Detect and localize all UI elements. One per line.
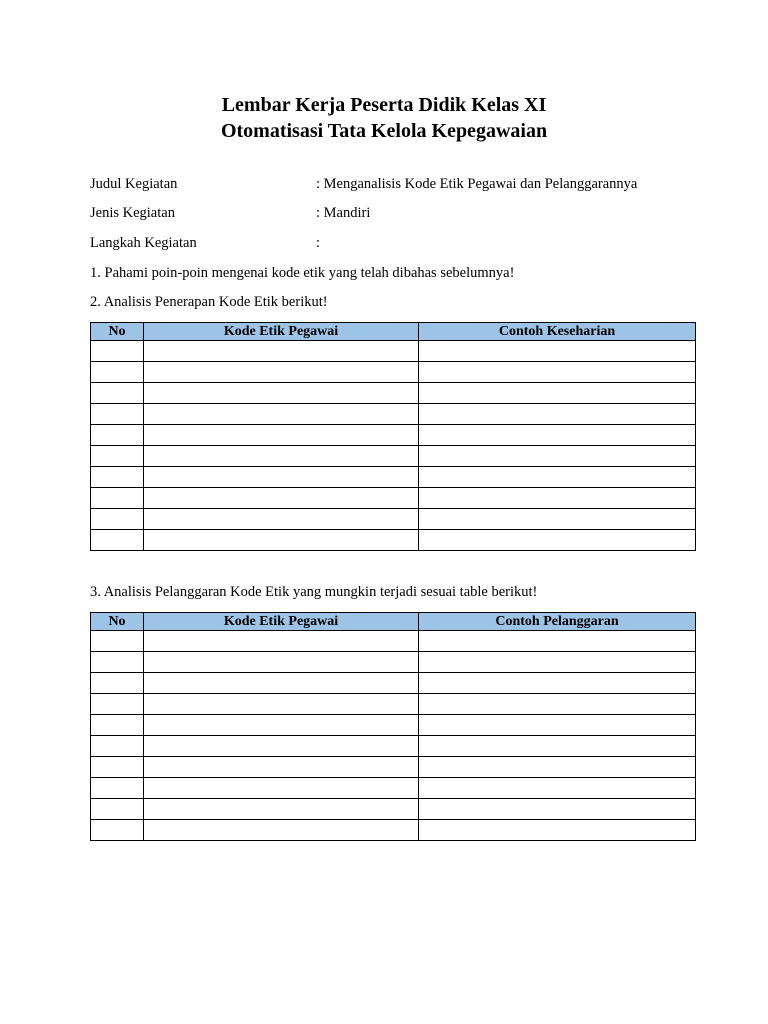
cell-no [91,694,144,715]
header-contoh-keseharian: Contoh Keseharian [419,323,696,341]
document-title-line2: Otomatisasi Tata Kelola Kepegawaian [220,120,548,142]
cell-contoh [419,467,696,488]
header-kode-etik: Kode Etik Pegawai [144,613,419,631]
header-kode-etik: Kode Etik Pegawai [144,323,419,341]
cell-kode-etik [144,341,419,362]
table-row [91,467,696,488]
table-row [91,425,696,446]
cell-kode-etik [144,362,419,383]
cell-contoh [419,341,696,362]
table-row [91,530,696,551]
table-row [91,715,696,736]
table-row [91,778,696,799]
cell-kode-etik [144,404,419,425]
cell-contoh [419,362,696,383]
cell-contoh [419,425,696,446]
table-body-2 [91,631,696,841]
table-row [91,362,696,383]
step-2-text: 2. Analisis Penerapan Kode Etik berikut! [90,294,328,310]
cell-no [91,404,144,425]
table-row [91,736,696,757]
cell-kode-etik [144,757,419,778]
cell-contoh [419,509,696,530]
cell-kode-etik [144,799,419,820]
cell-kode-etik [144,820,419,841]
field-label: Langkah Kegiatan [90,235,197,251]
table-row [91,341,696,362]
cell-contoh [419,652,696,673]
cell-contoh [419,530,696,551]
cell-no [91,778,144,799]
cell-kode-etik [144,652,419,673]
cell-no [91,799,144,820]
table-row [91,694,696,715]
cell-kode-etik [144,488,419,509]
document-title-line1: Lembar Kerja Peserta Didik Kelas XI [221,94,547,116]
cell-no [91,631,144,652]
cell-contoh [419,631,696,652]
cell-contoh [419,778,696,799]
field-value: : [316,235,321,251]
table-header-row [91,613,696,631]
header-no: No [91,323,144,341]
cell-kode-etik [144,736,419,757]
field-label: Judul Kegiatan [90,176,178,192]
cell-kode-etik [144,425,419,446]
table-row [91,509,696,530]
table-row [91,820,696,841]
cell-kode-etik [144,383,419,404]
cell-kode-etik [144,715,419,736]
cell-no [91,488,144,509]
header-no: No [91,613,144,631]
table-body-1 [91,341,696,551]
cell-no [91,467,144,488]
table-row [91,446,696,467]
cell-contoh [419,694,696,715]
table-row [91,383,696,404]
cell-no [91,757,144,778]
header-contoh-pelanggaran: Contoh Pelanggaran [419,613,696,631]
cell-kode-etik [144,673,419,694]
cell-kode-etik [144,694,419,715]
table-row [91,404,696,425]
field-value: : Menganalisis Kode Etik Pegawai dan Pelanggarannya [316,176,638,192]
cell-contoh [419,715,696,736]
cell-kode-etik [144,631,419,652]
cell-contoh [419,404,696,425]
cell-kode-etik [144,509,419,530]
cell-no [91,446,144,467]
cell-no [91,341,144,362]
table-penerapan-kode-etik [90,322,696,551]
cell-kode-etik [144,778,419,799]
table-row [91,673,696,694]
cell-no [91,362,144,383]
table-pelanggaran-kode-etik [90,612,696,841]
cell-no [91,509,144,530]
cell-contoh [419,446,696,467]
cell-no [91,673,144,694]
table-header-row [91,323,696,341]
cell-no [91,425,144,446]
cell-no [91,652,144,673]
cell-no [91,820,144,841]
cell-no [91,383,144,404]
cell-contoh [419,799,696,820]
cell-kode-etik [144,467,419,488]
cell-contoh [419,673,696,694]
table-row [91,757,696,778]
cell-contoh [419,736,696,757]
cell-kode-etik [144,530,419,551]
table-row [91,799,696,820]
step-3-text: 3. Analisis Pelanggaran Kode Etik yang mungkin terjadi sesuai table berikut! [90,584,538,600]
table-row [91,652,696,673]
cell-contoh [419,488,696,509]
cell-no [91,715,144,736]
cell-contoh [419,820,696,841]
cell-kode-etik [144,446,419,467]
field-value: : Mandiri [316,205,371,221]
step-1-text: 1. Pahami poin-poin mengenai kode etik yang telah dibahas sebelumnya! [90,265,515,281]
cell-no [91,736,144,757]
cell-contoh [419,383,696,404]
cell-contoh [419,757,696,778]
cell-no [91,530,144,551]
field-label: Jenis Kegiatan [90,205,175,221]
table-row [91,631,696,652]
table-row [91,488,696,509]
